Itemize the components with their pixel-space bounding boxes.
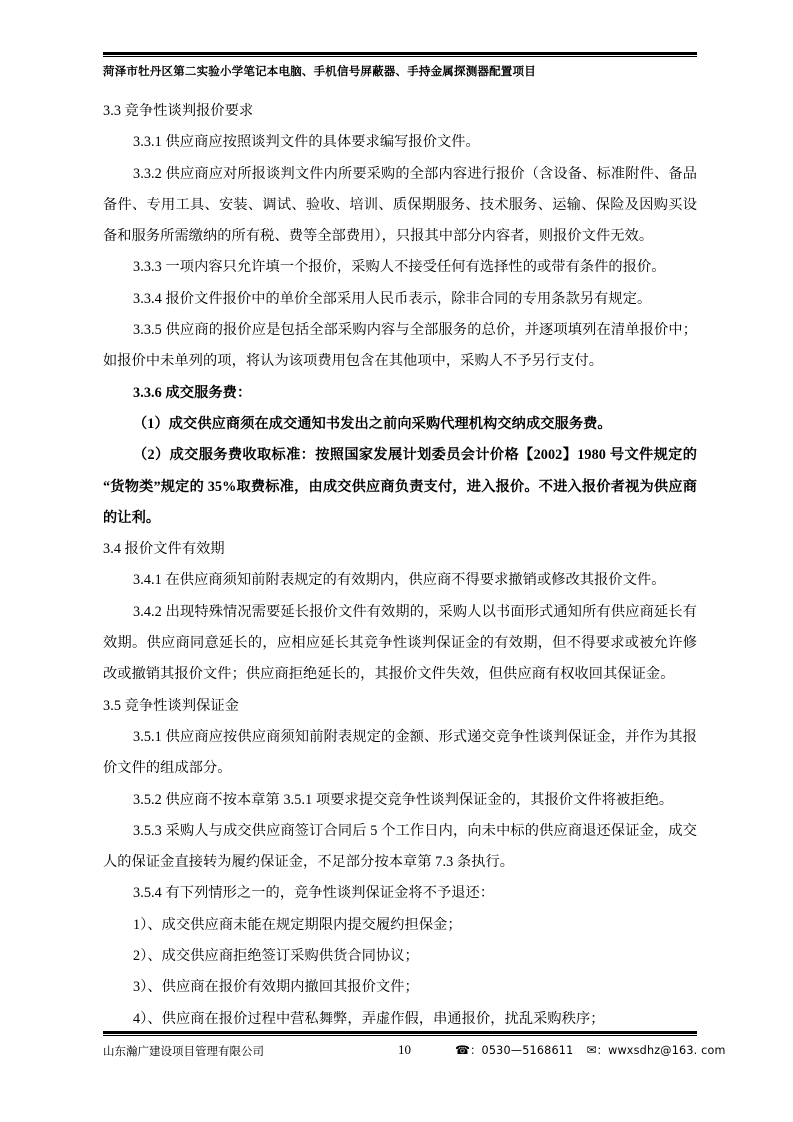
list-item-2: 2）、成交供应商拒绝签订采购供货合同协议；	[133, 948, 419, 965]
list-item-4: 4）、供应商在报价过程中营私舞弊，弄虚作假，串通报价，扰乱采购秩序；	[133, 1010, 605, 1027]
paragraph-3-3-3: 3.3.3 一项内容只允许填一个报价，采购人不接受任何有选择性的或带有条件的报价。	[133, 259, 666, 276]
page-footer	[103, 1031, 726, 1067]
envelope-icon: ✉	[586, 1043, 597, 1057]
paragraph-3-5-2: 3.5.2 供应商不按本章第 3.5.1 项要求提交竞争性谈判保证金的，其报价文件将被拒绝。	[133, 791, 674, 808]
header-project-title: 菏泽市牡丹区第二实验小学笔记本电脑、手机信号屏蔽器、手持金属探测器配置项目	[103, 64, 536, 78]
phone-separator: ：	[470, 1044, 482, 1057]
footer-row	[103, 1036, 726, 1067]
paragraph-3-3-6-item-2: （2）成交服务费收取标准：按照国家发展计划委员会计价格【2002】1980 号文件规定的“货物类”规定的 35%取费标准，由成交供应商负责支付，进入报价。不进入报价者视为供应商的让利。	[103, 447, 697, 526]
footer-phone-number: 0530—5168611	[481, 1044, 574, 1057]
paragraph-3-3-4: 3.3.4 报价文件报价中的单价全部采用人民币表示，除非合同的专用条款另有规定。	[133, 290, 652, 307]
list-item-1: 1）、成交供应商未能在规定期限内提交履约担保金；	[133, 916, 462, 933]
section-heading-3-4: 3.4 报价文件有效期	[103, 541, 225, 558]
list-item-3: 3）、供应商在报价有效期内撤回其报价文件；	[133, 979, 419, 996]
paragraph-3-3-6-heading: 3.3.6 成交服务费：	[133, 384, 252, 401]
section-heading-3-3: 3.3 竞争性谈判报价要求	[103, 103, 254, 119]
section-heading-3-5: 3.5 竞争性谈判保证金	[103, 697, 239, 714]
page-header	[103, 52, 697, 80]
footer-company-name: 山东瀚广建设项目管理有限公司	[103, 1044, 264, 1058]
paragraph-3-3-1: 3.3.1 供应商应按照谈判文件的具体要求编写报价文件。	[133, 134, 480, 151]
page-number: 10	[398, 1042, 411, 1057]
paragraph-3-5-4: 3.5.4 有下列情形之一的，竞争性谈判保证金将不予退还：	[133, 885, 495, 902]
telephone-icon: ☎	[455, 1043, 471, 1057]
footer-email-address: wwxsdhz@163. com	[608, 1044, 726, 1057]
paragraph-3-5-1: 3.5.1 供应商应按供应商须知前附表规定的金额、形式递交竞争性谈判保证金，并作为其报价文件的组成部分。	[103, 728, 697, 777]
paragraph-3-5-3: 3.5.3 采购人与成交供应商签订合同后 5 个工作日内，向未中标的供应商退还保证金，成交人的保证金直接转为履约保证金，不足部分按本章第 7.3 条执行。	[103, 822, 697, 871]
email-separator: ：	[596, 1044, 609, 1057]
paragraph-3-3-2: 3.3.2 供应商应对所报谈判文件内所要采购的全部内容进行报价（含设备、标准附件、备品备件、专用工具、安装、调试、验收、培训、质保期服务、技术服务、运输、保险及因购买设备和服务所需缴纳的所有税、费等全部费用），只报其中部分内容者，则报价文件无效。	[103, 165, 697, 245]
paragraph-3-3-5: 3.3.5 供应商的报价应是包括全部采购内容与全部服务的总价，并逐项填列在清单报价中；如报价中未单列的项，将认为该项费用包含在其他项中，采购人不予另行支付。	[103, 322, 697, 370]
paragraph-3-3-6-item-1: （1）成交供应商须在成交通知书发出之前向采购代理机构交纳成交服务费。	[133, 415, 612, 432]
paragraph-3-4-1: 3.4.1 在供应商须知前附表规定的有效期内，供应商不得要求撤销或修改其报价文件。	[133, 572, 666, 589]
paragraph-3-4-2: 3.4.2 出现特殊情况需要延长报价文件有效期的，采购人以书面形式通知所有供应商延长有效期。供应商同意延长的，应相应延长其竞争性谈判保证金的有效期，但不得要求或被允许修改或撤销其报价文件；供应商拒绝延长的，其报价文件失效，但供应商有权收回其保证金。	[103, 603, 697, 683]
footer-contact-info	[455, 1042, 726, 1058]
document-body	[103, 96, 697, 1035]
